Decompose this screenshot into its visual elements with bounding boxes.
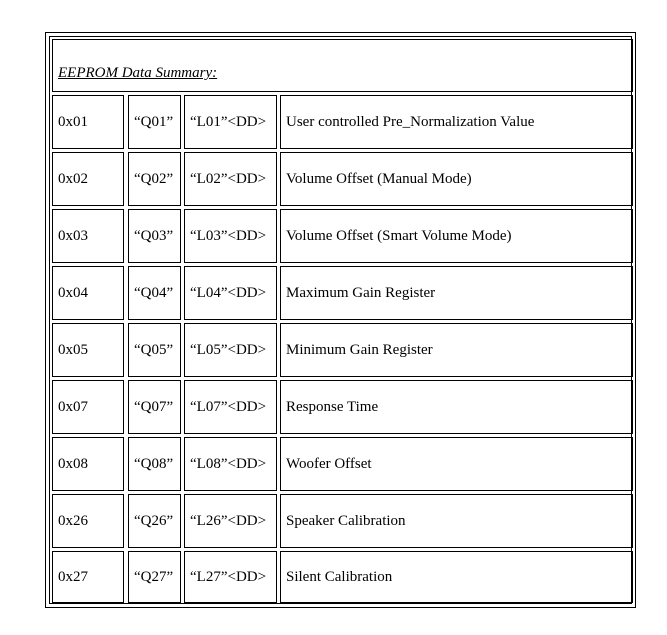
load-cell: “L01”<DD> (184, 95, 277, 149)
query-cell: “Q08” (128, 437, 181, 491)
load-cell: “L27”<DD> (184, 551, 277, 603)
query-cell: “Q03” (128, 209, 181, 263)
load-cell: “L03”<DD> (184, 209, 277, 263)
desc-cell: User controlled Pre_Normalization Value (280, 95, 633, 149)
addr-cell: 0x26 (52, 494, 124, 548)
addr-cell: 0x03 (52, 209, 124, 263)
load-cell: “L08”<DD> (184, 437, 277, 491)
addr-cell: 0x07 (52, 380, 124, 434)
addr-cell: 0x02 (52, 152, 124, 206)
addr-cell: 0x27 (52, 551, 124, 603)
addr-cell: 0x04 (52, 266, 124, 320)
eeprom-table-outer-border (45, 32, 636, 608)
load-cell: “L26”<DD> (184, 494, 277, 548)
query-cell: “Q04” (128, 266, 181, 320)
addr-cell: 0x05 (52, 323, 124, 377)
table-title: EEPROM Data Summary: (58, 65, 218, 81)
desc-cell: Silent Calibration (280, 551, 633, 603)
load-cell: “L05”<DD> (184, 323, 277, 377)
desc-cell: Minimum Gain Register (280, 323, 633, 377)
query-cell: “Q07” (128, 380, 181, 434)
desc-cell: Volume Offset (Smart Volume Mode) (280, 209, 633, 263)
addr-cell: 0x08 (52, 437, 124, 491)
desc-cell: Speaker Calibration (280, 494, 633, 548)
query-cell: “Q01” (128, 95, 181, 149)
load-cell: “L02”<DD> (184, 152, 277, 206)
desc-cell: Woofer Offset (280, 437, 633, 491)
query-cell: “Q26” (128, 494, 181, 548)
addr-cell: 0x01 (52, 95, 124, 149)
desc-cell: Response Time (280, 380, 633, 434)
load-cell: “L07”<DD> (184, 380, 277, 434)
load-cell: “L04”<DD> (184, 266, 277, 320)
query-cell: “Q02” (128, 152, 181, 206)
query-cell: “Q27” (128, 551, 181, 603)
eeprom-table (49, 36, 632, 604)
table-title-cell (52, 39, 633, 92)
desc-cell: Maximum Gain Register (280, 266, 633, 320)
desc-cell: Volume Offset (Manual Mode) (280, 152, 633, 206)
query-cell: “Q05” (128, 323, 181, 377)
